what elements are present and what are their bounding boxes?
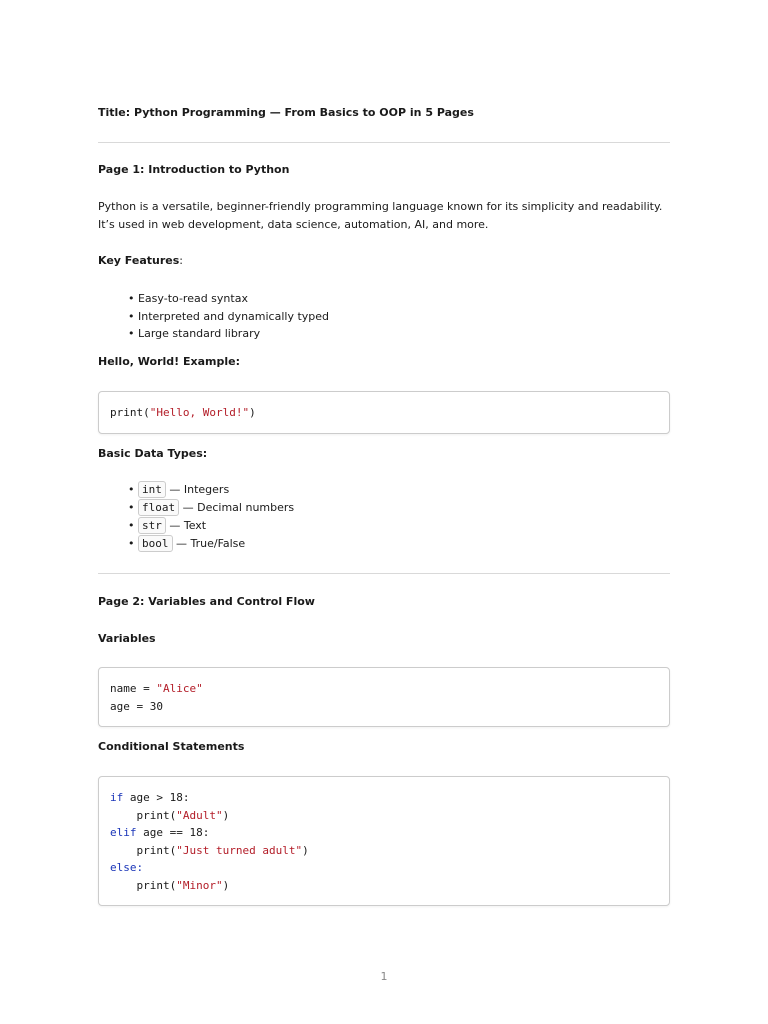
bullet: • <box>128 483 135 496</box>
code-text <box>99 668 669 715</box>
list-item <box>128 517 294 535</box>
code-token: name = <box>110 682 157 695</box>
code-token: ) <box>302 843 309 857</box>
code-text <box>99 392 669 422</box>
list-item <box>128 481 294 499</box>
inline-code: int <box>138 481 166 498</box>
features-list <box>128 290 329 343</box>
code-token: age > 18: <box>123 791 190 804</box>
page2-heading: Page 2: Variables and Control Flow <box>98 595 315 608</box>
page1-heading: Page 1: Introduction to Python <box>98 163 290 176</box>
types-heading: Basic Data Types: <box>98 447 208 460</box>
list-item <box>128 535 294 553</box>
code-token: print( <box>110 843 177 857</box>
code-token: ) <box>222 808 230 822</box>
bullet: • <box>128 501 135 514</box>
divider <box>98 142 670 143</box>
code-string: "Minor" <box>176 878 223 892</box>
divider <box>98 573 670 574</box>
code-token: print( <box>110 406 150 419</box>
conditional-heading: Conditional Statements <box>98 740 245 753</box>
variables-heading: Variables <box>98 632 156 645</box>
list-item: • Interpreted and dynamically typed <box>128 309 330 323</box>
bullet: • <box>128 537 135 550</box>
inline-code: bool <box>138 535 173 552</box>
code-text <box>99 777 669 894</box>
code-keyword: if <box>110 791 124 804</box>
code-token: age == 18: <box>136 826 210 839</box>
conditional-code-block <box>98 776 670 906</box>
key-features-label: Key Features <box>98 254 180 267</box>
list-item <box>128 499 294 517</box>
code-token: ) <box>249 406 256 419</box>
key-features-colon: : <box>179 254 183 267</box>
code-token: ) <box>222 878 230 892</box>
code-token: print( <box>110 808 177 822</box>
list-item: • Easy-to-read syntax <box>128 292 248 305</box>
page-number: 1 <box>380 970 388 983</box>
intro-paragraph: Python is a versatile, beginner-friendly programming language known for its simplicity and readability. It’s used in web development, data science, automation, AI, and more. <box>98 200 663 231</box>
code-string: "Just turned adult" <box>176 843 303 857</box>
type-description: — Text <box>169 519 207 532</box>
inline-code: str <box>138 517 166 534</box>
code-string: "Alice" <box>156 682 203 695</box>
hello-code-block <box>98 391 670 434</box>
code-keyword: elif <box>110 826 137 839</box>
code-string: "Hello, World!" <box>149 406 250 419</box>
inline-code: float <box>138 499 179 516</box>
type-description: — Decimal numbers <box>182 501 295 514</box>
list-item: • Large standard library <box>128 327 261 340</box>
code-token: : <box>136 861 144 874</box>
key-features-label-line <box>98 254 183 267</box>
type-description: — True/False <box>176 537 246 550</box>
document-title: Title: Python Programming — From Basics to OOP in 5 Pages <box>98 106 474 119</box>
code-keyword: else <box>110 861 137 874</box>
types-list <box>128 481 294 553</box>
code-token: print( <box>110 878 177 892</box>
variables-code-block <box>98 667 670 727</box>
bullet: • <box>128 519 135 532</box>
type-description: — Integers <box>169 483 230 496</box>
code-token: age = 30 <box>110 699 163 713</box>
hello-heading: Hello, World! Example: <box>98 355 240 368</box>
code-string: "Adult" <box>176 808 223 822</box>
